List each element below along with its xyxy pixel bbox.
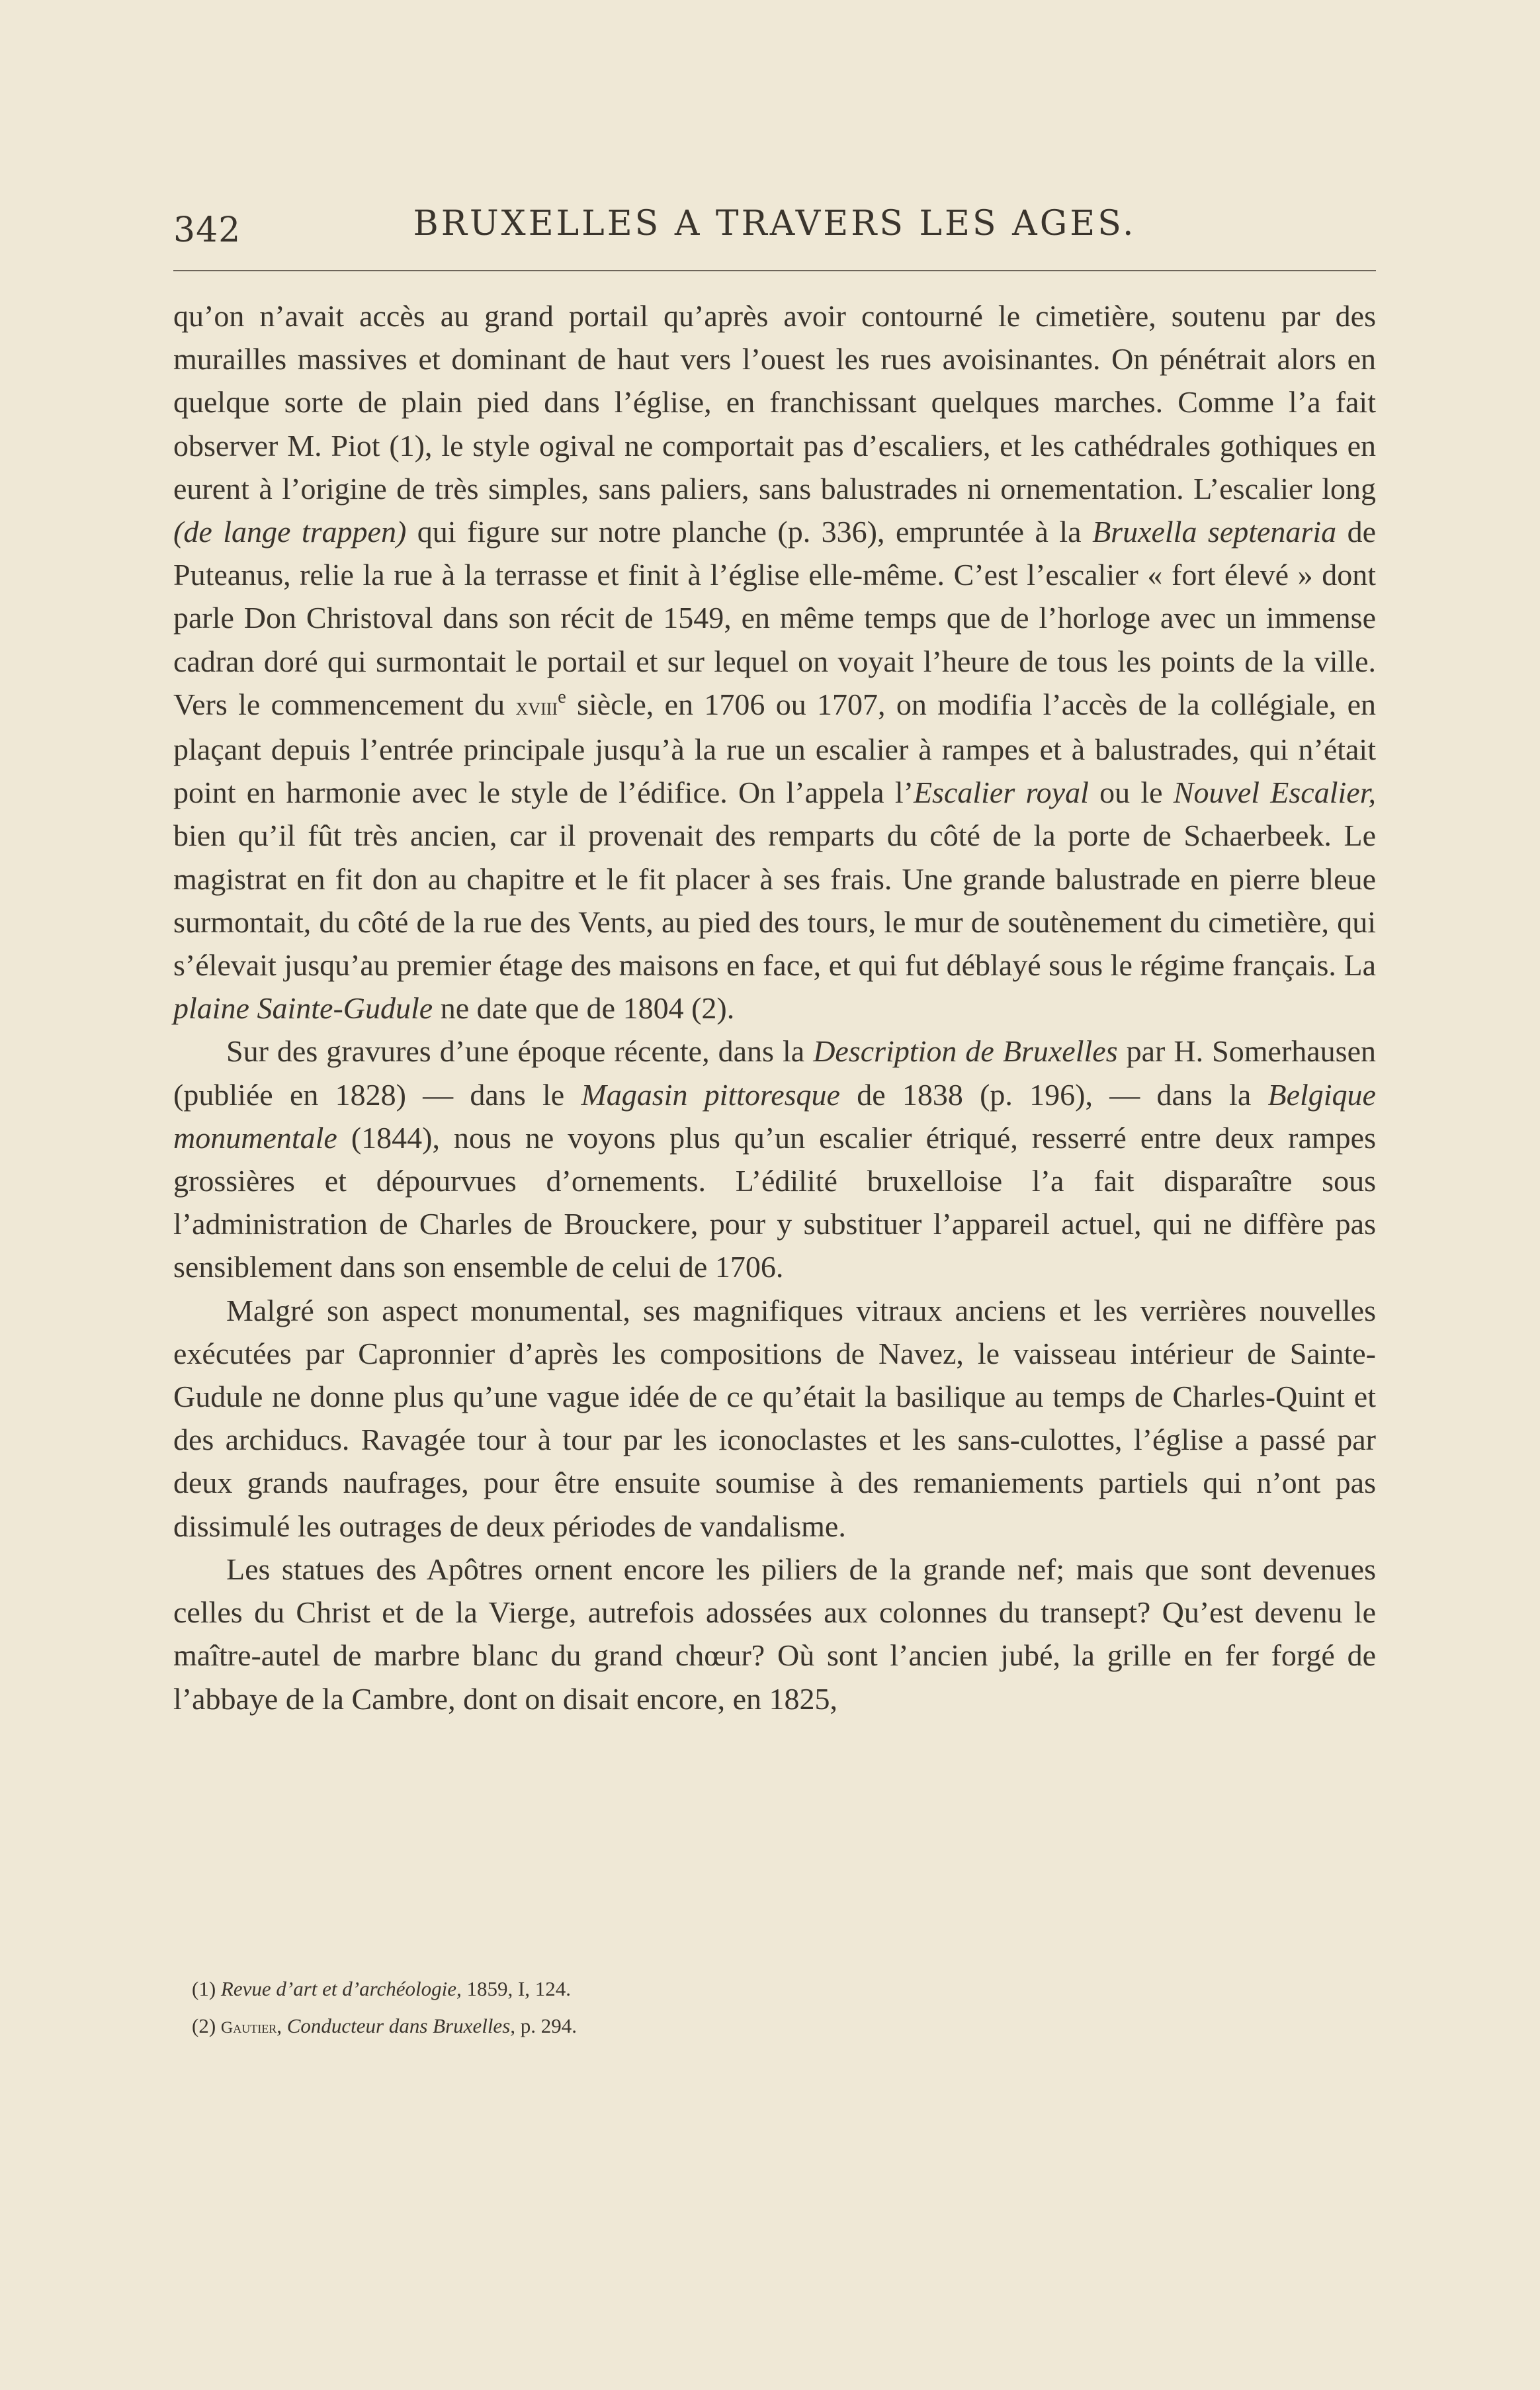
running-title: BRUXELLES A TRAVERS LES AGES. (413, 204, 1136, 243)
footnote-2: (2) Gautier, Conducteur dans Bruxelles, p. 294. (192, 2014, 578, 2037)
paragraph-1: qu’on n’avait accès au grand portail qu’après avoir contourné le cimetière, soutenu par des murailles massives et dominant de haut vers l’ouest les rues avoisinantes. On pénétrait alors en quelque sorte de plain pied dans l’église, en franchissant quelques marches. Comme l’a fait observer M. Piot (1), le style ogival ne comportait pas d’escaliers, et les cathédrales gothiques en eurent à l’origine de très simples, sans paliers, sans balustrades ni ornementation. L’escalier long (de lange trappen) qui figure sur notre planche (p. 336), empruntée à la Bruxella septenaria de Puteanus, relie la rue à la terrasse et finit à l’église elle-même. C’est l’escalier « fort élevé » dont parle Don Christoval dans son récit de 1549, en même temps que de l’horloge avec un immense cadran doré qui surmontait le portail et sur lequel on voyait l’heure de tous les points de la ville. Vers le commencement du xviii$^e$ siècle, en 1706 ou 1707, on modifia l’accès de la collégiale, en plaçant depuis l’entrée principale jusqu’à la rue un escalier à rampes et à balustrades, qui n’était point en harmonie avec le style de l’édifice. On l’appela l’Escalier royal ou le Nouvel Escalier, bien qu’il fût très ancien, car il provenait des remparts du côté de la porte de Schaerbeek. Le magistrat en fit don au chapitre et le fit placer à ses frais. Une grande balustrade en pierre bleue surmontait, du côté de la rue des Vents, au pied des tours, le mur de soutènement du cimetière, qui s’élevait jusqu’au premier étage des maisons en face, et qui fut déblayé sous le régime français. La plaine Sainte-Gudule ne date que de 1804 (2). (173, 299, 1376, 1026)
superscript: e (558, 687, 566, 708)
footnotes (192, 1970, 1356, 2046)
paragraph-2: Sur des gravures d’une époque récente, dans la Description de Bruxelles par H. Somerhausen (publiée en 1828) — dans le Magasin pittoresque de 1838 (p. 196), — dans la Belgique monumentale (1844), nous ne voyons plus qu’un escalier étriqué, resserré entre deux rampes grossières et dépourvues d’ornements. L’édilité bruxelloise l’a fait disparaître sous l’administration de Charles de Brouckere, pour y substituer l’appareil actuel, qui ne diffère pas sensiblement dans son ensemble de celui de 1706. (173, 1034, 1376, 1284)
author-name: Gautier (220, 2018, 277, 2037)
page-header (173, 199, 1376, 258)
italic-title: Description de Bruxelles (813, 1034, 1118, 1069)
header-rule (173, 270, 1376, 271)
paragraph-4: Les statues des Apôtres ornent encore les piliers de la grande nef; mais que sont devenues celles du Christ et de la Vierge, autrefois adossées aux colonnes du transept? Qu’est devenu le maître-autel de marbre blanc du grand chœur? Où sont l’ancien jubé, la grille en fer forgé de l’abbaye de la Cambre, dont on disait encore, en 1825, (173, 1552, 1376, 1716)
italic-phrase: (de lange trappen) (173, 515, 407, 549)
italic-phrase: Nouvel Escalier, (1173, 775, 1376, 810)
body-text (173, 294, 1376, 1720)
italic-phrase: Escalier royal (913, 775, 1089, 810)
footnote-1: (1) Revue d’art et d’archéologie, 1859, I, 124. (192, 1977, 572, 2000)
italic-title: Bruxella septenaria (1092, 515, 1337, 549)
italic-phrase: plaine Sainte-Gudule (173, 991, 433, 1026)
italic-title: Magasin pittoresque (581, 1077, 840, 1112)
italic-title: Belgique monumentale (173, 1077, 1376, 1155)
century-numeral: xviii (515, 692, 558, 720)
page-number: 342 (173, 210, 241, 250)
paragraph-3: Malgré son aspect monumental, ses magnifiques vitraux anciens et les verrières nouvelles exécutées par Capronnier d’après les compositions de Navez, le vaisseau intérieur de Sainte-Gudule ne donne plus qu’une vague idée de ce qu’était la basilique au temps de Charles-Quint et des archiducs. Ravagée tour à tour par les iconoclastes et les sans-culottes, l’église a passé par deux grands naufrages, pour être ensuite soumise à des remaniements partiels qui n’ont pas dissimulé les outrages de deux périodes de vandalisme. (173, 1293, 1376, 1543)
